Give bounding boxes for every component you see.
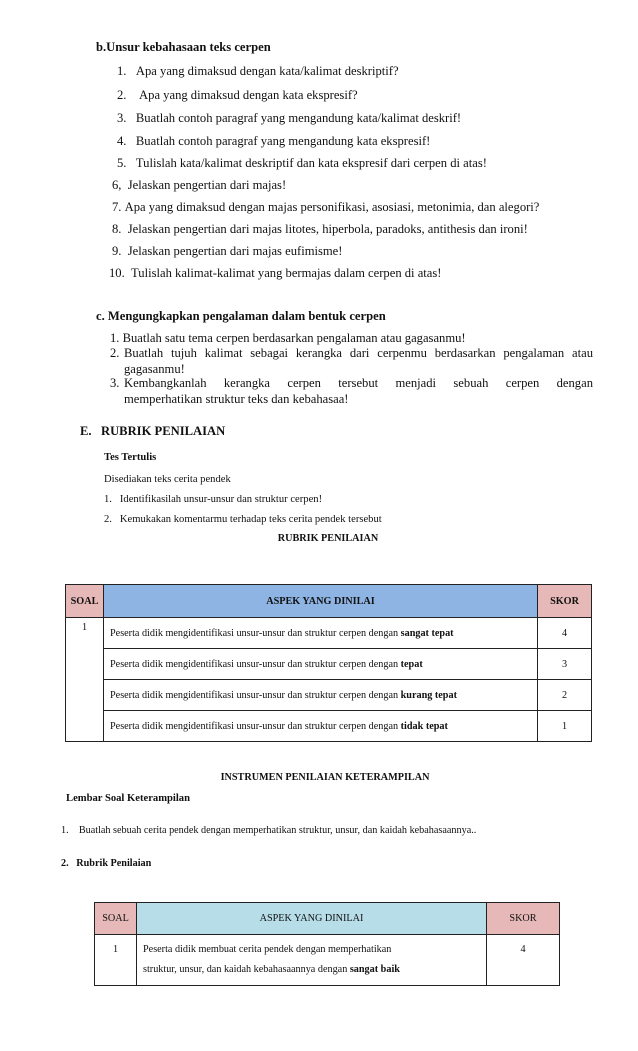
soal-number: 1: [66, 618, 104, 742]
aspek-cell: Peserta didik mengidentifikasi unsur-unsur dan struktur cerpen dengan kurang tepat: [104, 680, 538, 711]
test-title: Tes Tertulis: [104, 452, 157, 463]
list-item: 4. Buatlah contoh paragraf yang mengandung kata ekspresif!: [117, 134, 431, 148]
section-e-heading: E. RUBRIK PENILAIAN: [80, 424, 226, 438]
rubric-table: [65, 584, 592, 742]
header-skor: SKOR: [487, 903, 560, 935]
test-intro: Disediakan teks cerita pendek: [104, 474, 231, 485]
list-item: 1. Buatlah sebuah cerita pendek dengan memperhatikan struktur, unsur, dan kaidah kebahasaannya..: [61, 825, 477, 836]
table-row: [66, 680, 592, 711]
skills-rubric-table: [94, 902, 560, 986]
list-item: 2. Rubrik Penilaian: [61, 858, 152, 869]
list-item: 2. Apa yang dimaksud dengan kata ekspresif?: [117, 88, 358, 102]
list-item: 3. Kembangkanlah kerangka cerpen tersebut menjadi sebuah cerpen dengan memperhatikan struktur teks dan kebahasaa!: [110, 376, 593, 406]
skor-cell: 1: [538, 711, 592, 742]
header-soal: SOAL: [66, 585, 104, 618]
table-row: [95, 935, 560, 986]
skills-title: INSTRUMEN PENILAIAN KETERAMPILAN: [220, 772, 430, 783]
list-item: 1. Identifikasilah unsur-unsur dan struktur cerpen!: [104, 494, 323, 505]
aspek-cell: Peserta didik mengidentifikasi unsur-unsur dan struktur cerpen dengan sangat tepat: [104, 618, 538, 649]
table-row: [66, 618, 592, 649]
list-item: 9. Jelaskan pengertian dari majas eufimisme!: [112, 244, 343, 258]
aspek-cell: Peserta didik membuat cerita pendek dengan memperhatikan struktur, unsur, dan kaidah kebahasaannya dengan sangat baik: [137, 935, 487, 986]
skor-cell: 2: [538, 680, 592, 711]
list-item: 5. Tulislah kata/kalimat deskriptif dan kata ekspresif dari cerpen di atas!: [117, 156, 487, 170]
table-header-row: [95, 903, 560, 935]
aspek-cell: Peserta didik mengidentifikasi unsur-unsur dan struktur cerpen dengan tepat: [104, 649, 538, 680]
aspek-cell: Peserta didik mengidentifikasi unsur-unsur dan struktur cerpen dengan tidak tepat: [104, 711, 538, 742]
list-item: 2. Buatlah tujuh kalimat sebagai kerangka dari cerpenmu berdasarkan pengalaman atau gagasanmu!: [110, 346, 593, 376]
soal-number: 1: [95, 935, 137, 986]
rubric-title: RUBRIK PENILAIAN: [277, 533, 379, 544]
list-item: 8. Jelaskan pengertian dari majas litotes, hiperbola, paradoks, antithesis dan ironi!: [112, 222, 528, 236]
skor-cell: 4: [538, 618, 592, 649]
list-item: 10. Tulislah kalimat-kalimat yang bermajas dalam cerpen di atas!: [109, 266, 442, 280]
table-row: [66, 711, 592, 742]
list-item: 3. Buatlah contoh paragraf yang mengandung kata/kalimat deskrif!: [117, 111, 462, 125]
skills-sheet-label: Lembar Soal Keterampilan: [66, 793, 190, 804]
list-item: 1. Buatlah satu tema cerpen berdasarkan pengalaman atau gagasanmu!: [110, 331, 466, 345]
header-aspek: ASPEK YANG DINILAI: [137, 903, 487, 935]
table-row: [66, 649, 592, 680]
list-item: 1. Apa yang dimaksud dengan kata/kalimat deskriptif?: [117, 64, 399, 78]
list-item: 6, Jelaskan pengertian dari majas!: [112, 178, 287, 192]
section-b-heading: b.Unsur kebahasaan teks cerpen: [96, 40, 271, 54]
section-c-heading: c. Mengungkapkan pengalaman dalam bentuk cerpen: [96, 309, 386, 323]
header-soal: SOAL: [95, 903, 137, 935]
skor-cell: 3: [538, 649, 592, 680]
skor-cell: 4: [487, 935, 560, 986]
list-item: 2. Kemukakan komentarmu terhadap teks cerita pendek tersebut: [104, 514, 382, 525]
header-aspek: ASPEK YANG DINILAI: [104, 585, 538, 618]
list-item: 7. Apa yang dimaksud dengan majas personifikasi, asosiasi, metonimia, dan alegori?: [112, 200, 540, 214]
header-skor: SKOR: [538, 585, 592, 618]
table-header-row: [66, 585, 592, 618]
